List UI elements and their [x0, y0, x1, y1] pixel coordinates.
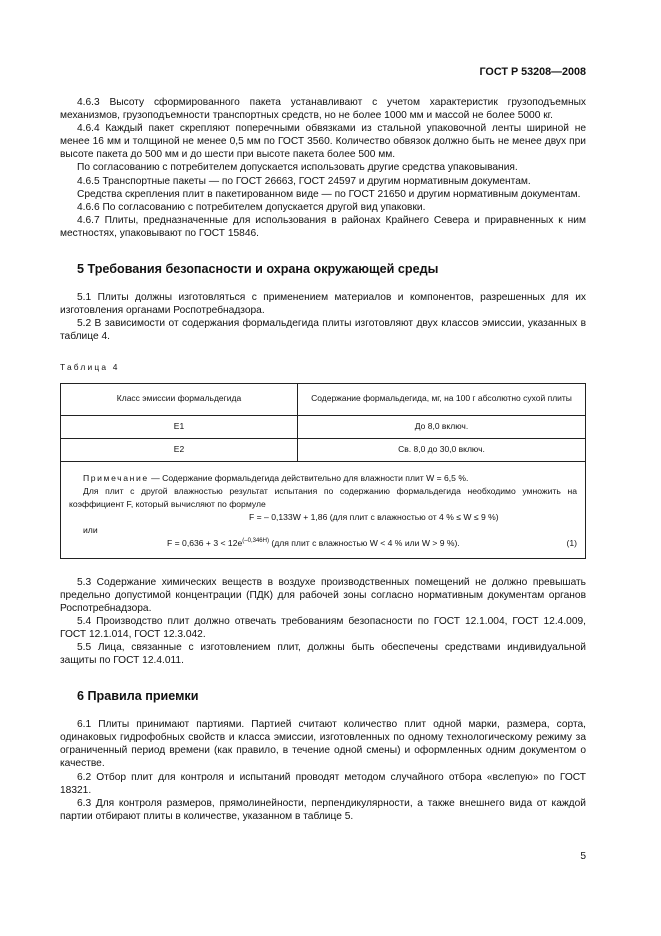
- paragraph-4-6-4: 4.6.4 Каждый пакет скрепляют поперечными обвязками из стальной упаковочной ленты шириной не менее 16 мм и толщиной не менее 0,5 мм по ГОСТ 3560. Количество обвязок должно быть не менее двух при высоте пакета до 500 мм и до шести при высоте пакета более 500 мм.: [60, 123, 586, 161]
- paragraph-6-1: 6.1 Плиты принимают партиями. Партией считают количество плит одной марки, размера, сорта, одинаковых гидрофобных свойств и класса эмиссии, изготовленных по одному технологическому режиму за ограниченный период времени (как правило, в течение одной смены) и оформленных одним документом о качестве.: [60, 719, 586, 770]
- paragraph-5-1: 5.1 Плиты должны изготовляться с применением материалов и компонентов, разрешенных для их изготовления органами Роспотребнадзора.: [60, 292, 586, 317]
- formula-2-exponent: (–0,346H): [242, 537, 269, 544]
- cell-class: E1: [61, 415, 298, 438]
- table-row: [61, 415, 586, 438]
- paragraph-4-6-3: 4.6.3 Высоту сформированного пакета устанавливают с учетом характеристик грузоподъемных механизмов, грузоподъемности транспортных средств, но не более 1000 мм и массой не более 5000 кг.: [60, 97, 586, 122]
- formula-2: [69, 537, 577, 550]
- paragraph-5-5: 5.5 Лица, связанные с изготовлением плит, должны быть обеспечены средствами индивидуальной защиты по ГОСТ 12.4.011.: [60, 641, 586, 667]
- paragraph-4-6-6: 4.6.6 По согласованию с потребителем допускается другой вид упаковки.: [77, 201, 426, 213]
- standard-code-header: ГОСТ Р 53208—2008: [479, 66, 586, 78]
- cell-content: Св. 8,0 до 30,0 включ.: [298, 438, 586, 461]
- paragraph-5-4: 5.4 Производство плит должно отвечать требованиям безопасности по ГОСТ 12.1.004, ГОСТ 12.4.009, ГОСТ 12.1.014, ГОСТ 12.3.042.: [60, 615, 586, 640]
- table-row: [61, 438, 586, 461]
- paragraph-fastening: Средства скрепления плит в пакетированном виде — по ГОСТ 21650 и другим нормативным документам.: [77, 188, 581, 200]
- page-number: 5: [580, 851, 586, 862]
- equation-number: (1): [566, 537, 577, 548]
- paragraph-5-2: 5.2 В зависимости от содержания формальдегида плиты изготовляют двух классов эмиссии, указанных в таблице 4.: [60, 318, 586, 343]
- section-5-title: 5 Требования безопасности и охрана окружающей среды: [77, 262, 439, 277]
- formula-1: F = – 0,133W + 1,86 (для плит с влажностью от 4 % ≤ W ≤ 9 %): [249, 511, 499, 522]
- cell-class: E2: [61, 438, 298, 461]
- table-header-row: [61, 383, 586, 415]
- paragraph-6-2: 6.2 Отбор плит для контроля и испытаний проводят методом случайного отбора «вслепую» по ГОСТ 18321.: [60, 771, 586, 796]
- paragraph-5-3: 5.3 Содержание химических веществ в воздухе производственных помещений не должно превышать предельно допустимой концентрации (ПДК) для рабочей зоны согласно нормативным документам органов Роспотребнадзора.: [60, 576, 586, 614]
- table-note-row: [61, 461, 586, 558]
- note-line: [69, 472, 577, 485]
- page-content: [60, 96, 586, 823]
- table-note: [61, 461, 586, 558]
- paragraph-4-6-7: 4.6.7 Плиты, предназначенные для использования в районах Крайнего Севера и приравненных к ним местностях, упаковывают по ГОСТ 15846.: [60, 214, 586, 239]
- note-text: — Содержание формальдегида действительно для влажности плит W = 6,5 %.: [148, 472, 469, 483]
- formula-2-base: F = 0,636 + 3 < 12e: [167, 537, 243, 548]
- note-label: Примечание: [83, 472, 149, 483]
- paragraph-packing-agreement: По согласованию с потребителем допускается использовать другие средства упаковывания.: [77, 162, 518, 174]
- table-4: [60, 383, 586, 559]
- section-6-title: 6 Правила приемки: [77, 689, 199, 704]
- paragraph-6-3: 6.3 Для контроля размеров, прямолинейности, перпендикулярности, а также внешнего вида от каждой партии отбирают плиты в количестве, указанном в таблице 5.: [60, 797, 586, 822]
- note-paragraph: Для плит с другой влажностью результат испытания по содержанию формальдегида необходимо умножить на коэффициент F, который вычисляют по формуле: [69, 485, 577, 509]
- table-4-caption: Таблица 4: [60, 362, 120, 373]
- paragraph-4-6-5: 4.6.5 Транспортные пакеты — по ГОСТ 26663, ГОСТ 24597 и другим нормативным документам.: [77, 175, 531, 187]
- formula-2-condition: (для плит с влажностью W < 4 % или W > 9 %).: [268, 537, 460, 548]
- formula-or: или: [83, 524, 98, 535]
- cell-content: До 8,0 включ.: [298, 415, 586, 438]
- column-header-content: Содержание формальдегида, мг, на 100 г абсолютно сухой плиты: [298, 383, 586, 415]
- column-header-class: Класс эмиссии формальдегида: [61, 383, 298, 415]
